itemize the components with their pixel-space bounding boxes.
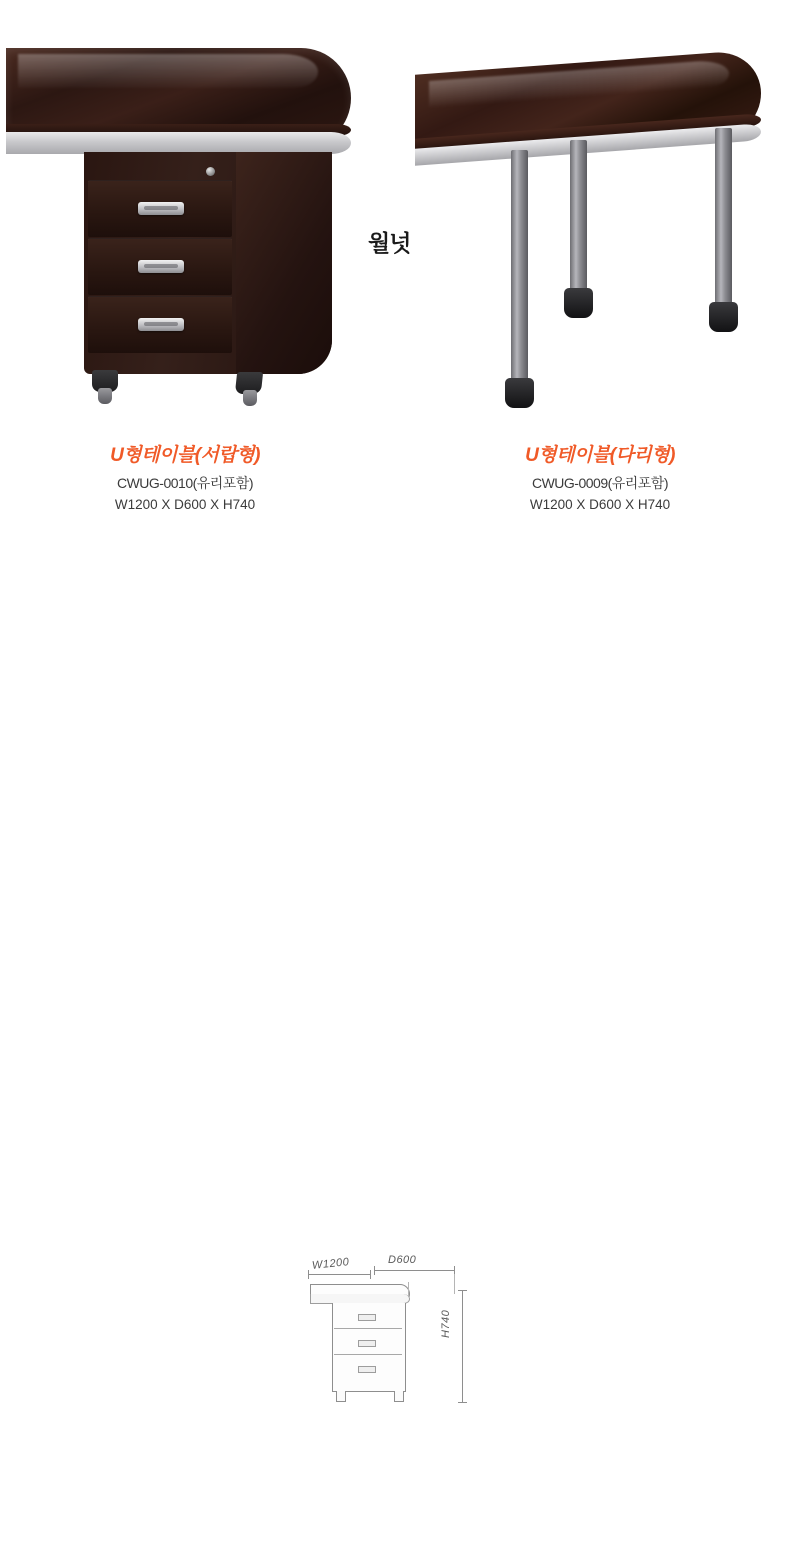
diagram-leader-line: [454, 1274, 455, 1294]
diagram-cabinet-foot-left: [336, 1391, 346, 1402]
table-edge-silver-band: [6, 132, 351, 154]
diagram-drawer-divider: [334, 1354, 402, 1355]
diagram-drawer-handle: [358, 1366, 376, 1373]
diagram-leader-line: [408, 1282, 409, 1296]
diagram-drawer-handle: [358, 1340, 376, 1347]
product-caption-u-table-leg: [415, 440, 785, 512]
product-image-u-table-drawer: [0, 20, 370, 420]
drawer-front-bottom: [88, 296, 232, 353]
drawer-handle-icon: [138, 202, 184, 215]
leg-foot-cap-rear-right: [709, 302, 738, 332]
product-card-u-table-drawer: [0, 20, 370, 512]
table-top-gloss-highlight: [18, 54, 318, 88]
product-caption-u-table-drawer: [0, 440, 370, 512]
product-card-u-table-leg: [415, 20, 785, 512]
height-dimension-line: [462, 1290, 463, 1402]
finish-label: 월넛: [368, 230, 411, 256]
cabinet-caster-left: [98, 388, 112, 404]
product-code: CWUG-0010(유리포함): [116, 475, 254, 491]
depth-dimension-tick-left: [374, 1266, 375, 1275]
product-dimensions: W1200 X D600 X H740: [114, 497, 256, 512]
table-leg-front-left: [511, 150, 528, 400]
diagram-cabinet-foot-right: [394, 1391, 404, 1402]
table-leg-rear-right: [715, 128, 732, 313]
drawer-front-top: [88, 180, 232, 237]
leg-foot-cap-front-left: [505, 378, 534, 408]
height-dimension-label: H740: [440, 1309, 452, 1338]
product-title: U형테이블(다리형): [525, 445, 675, 466]
product-image-u-table-leg: [415, 20, 785, 420]
product-code: CWUG-0009(유리포함): [531, 475, 669, 491]
drawer-handle-icon: [138, 318, 184, 331]
width-dimension-line: [308, 1274, 370, 1275]
dimension-line-drawing: [290, 1250, 510, 1440]
width-dimension-label: W1200: [311, 1256, 350, 1272]
height-dimension-tick-bottom: [458, 1402, 467, 1403]
drawer-front-middle: [88, 238, 232, 295]
cabinet-caster-right: [243, 390, 257, 406]
drawer-handle-icon: [138, 260, 184, 273]
depth-dimension-line: [374, 1270, 454, 1271]
width-dimension-tick-right: [370, 1270, 371, 1279]
product-title: U형테이블(서랍형): [110, 445, 260, 466]
width-dimension-tick-left: [308, 1270, 309, 1279]
depth-dimension-label: D600: [388, 1254, 417, 1266]
table-leg-rear-left: [570, 140, 587, 310]
leg-foot-cap-rear-left: [564, 288, 593, 318]
cabinet-lock-icon: [206, 167, 215, 176]
diagram-drawer-divider: [334, 1328, 402, 1329]
product-dimensions: W1200 X D600 X H740: [529, 497, 671, 512]
height-dimension-tick-top: [458, 1290, 467, 1291]
drawer-cabinet-side-panel: [236, 152, 332, 374]
diagram-drawer-handle: [358, 1314, 376, 1321]
